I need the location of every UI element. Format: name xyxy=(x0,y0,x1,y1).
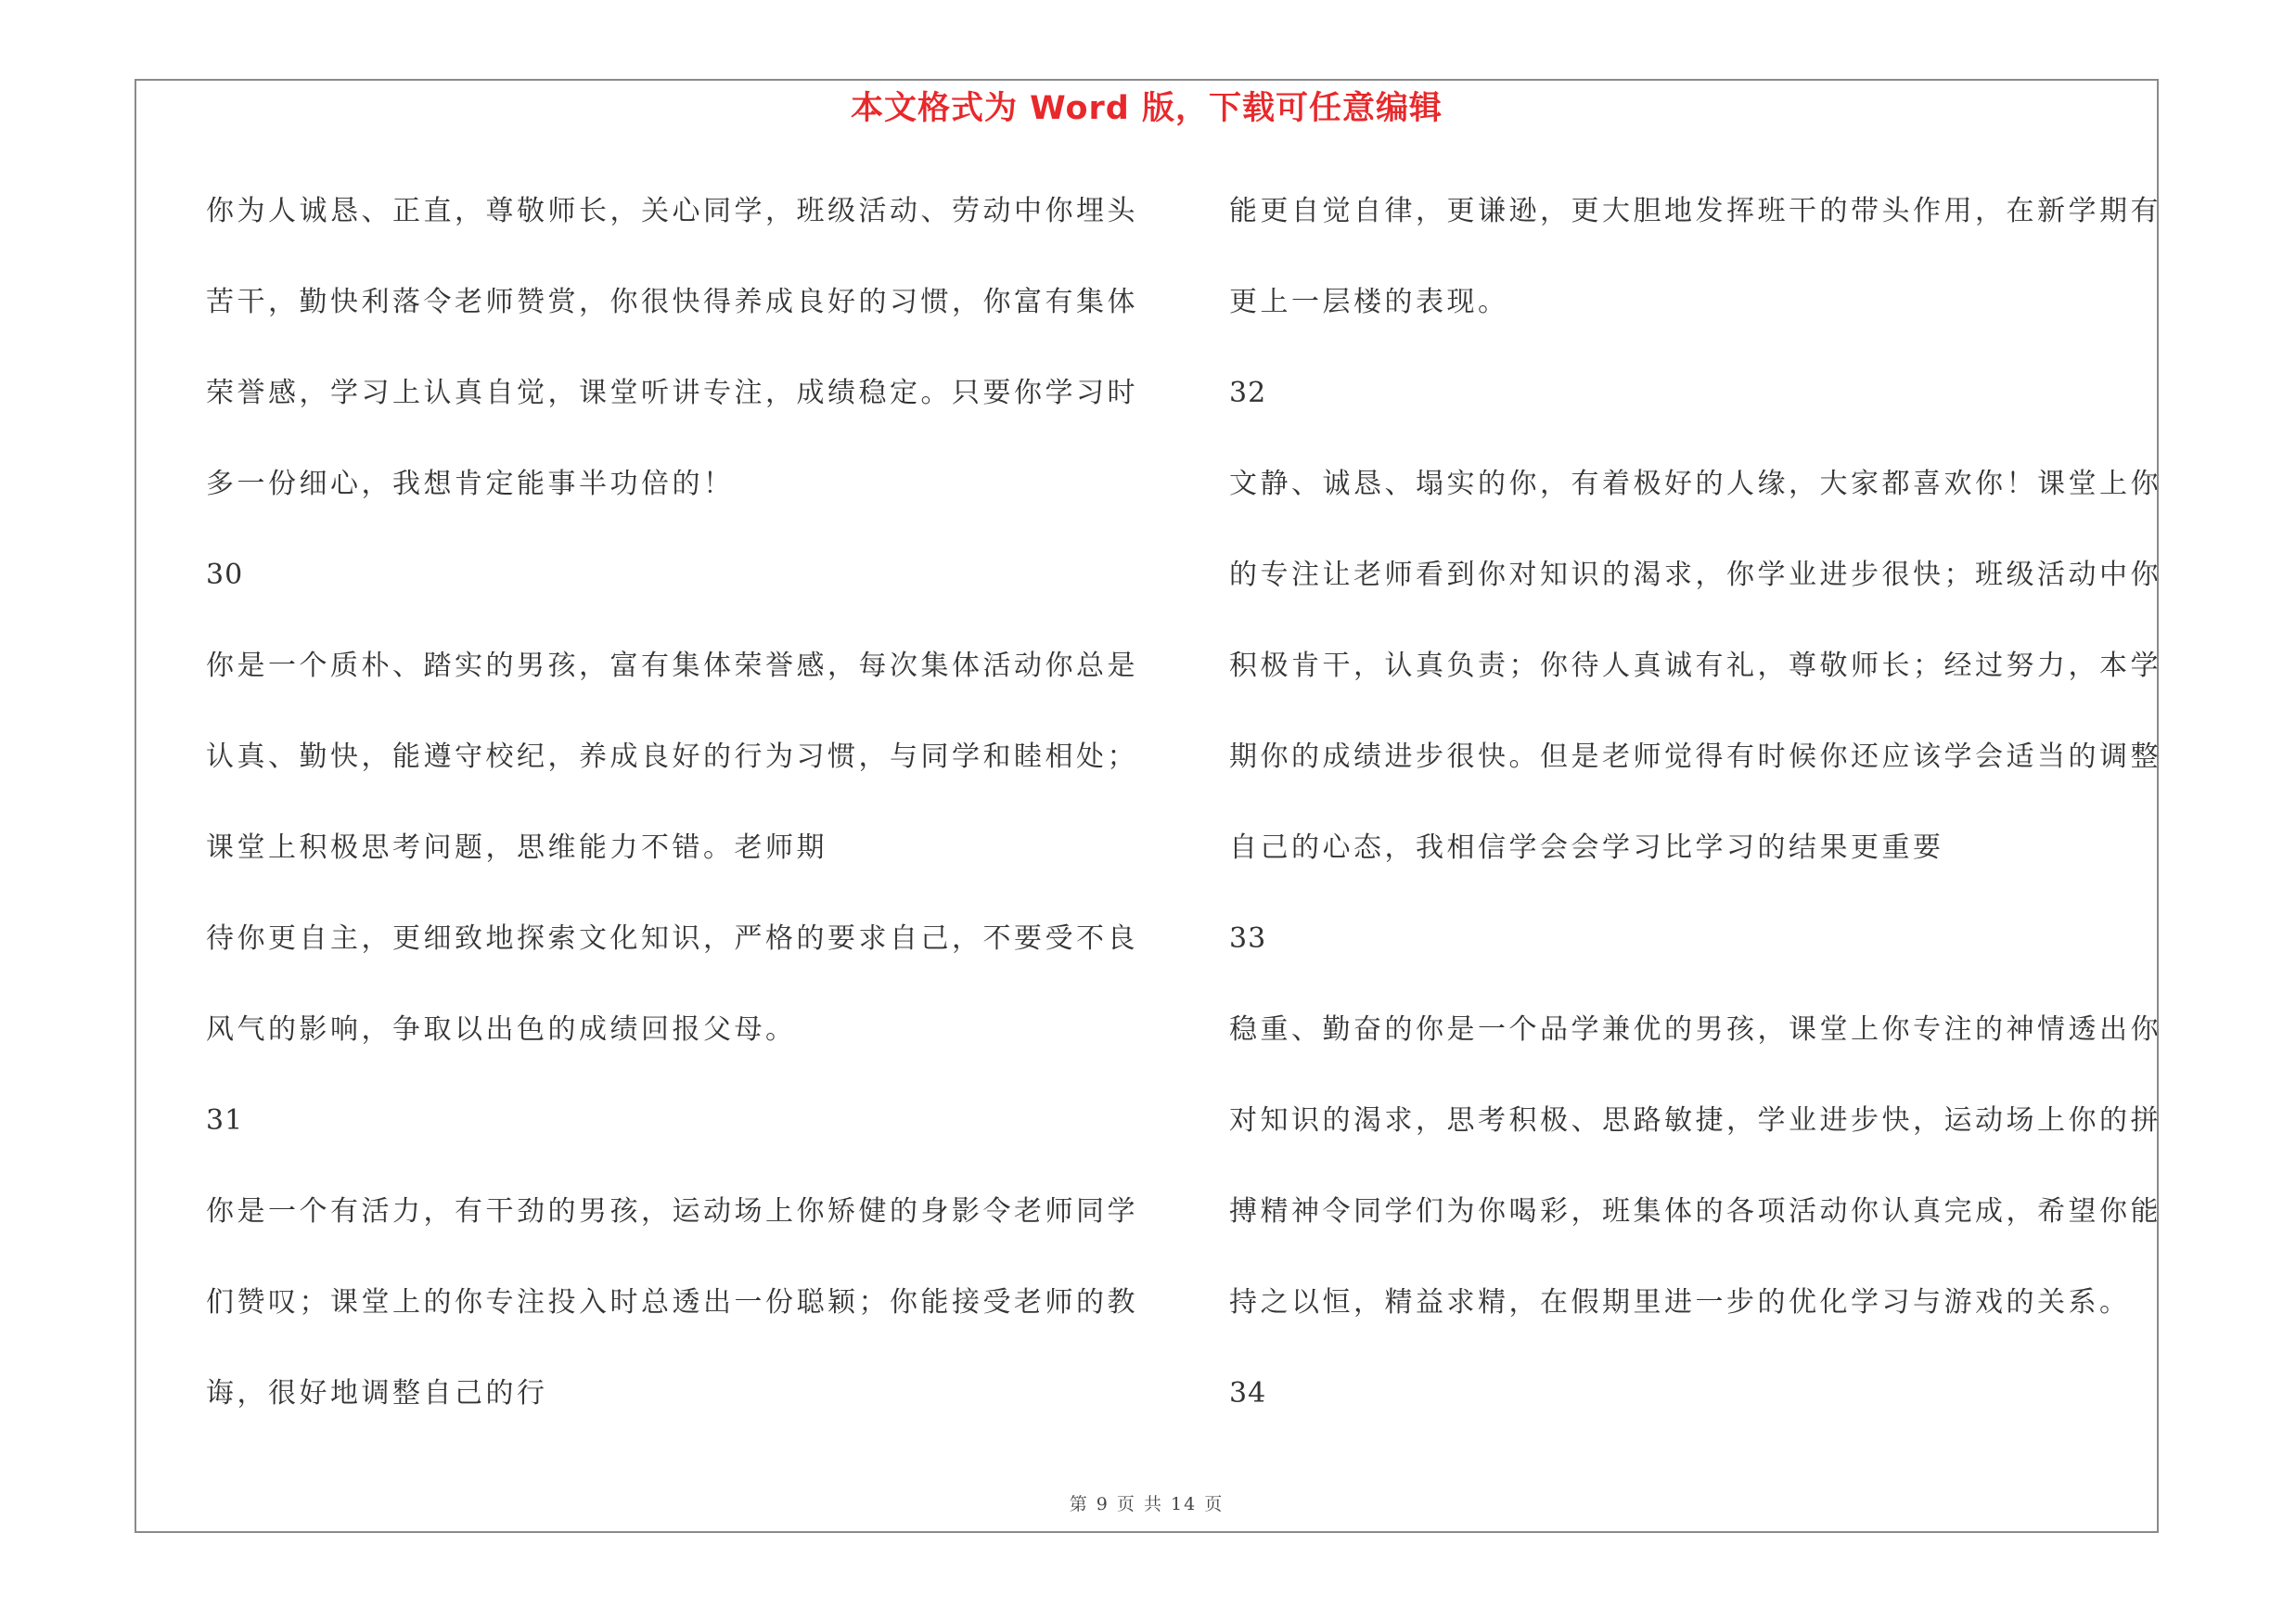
text-line: 风气的影响，争取以出色的成绩回报父母。 xyxy=(206,1013,797,1046)
text-line: 的专注让老师看到你对知识的渴求，你学业进步很快；班级活动中你 xyxy=(1229,559,2161,591)
text-line: 你是一个质朴、踏实的男孩，富有集体荣誉感，每次集体活动你总是 xyxy=(206,650,1138,682)
text-line: 自己的心态，我相信学会会学习比学习的结果更重要 xyxy=(1229,831,1944,864)
text-line: 待你更自主，更细致地探索文化知识，严格的要求自己，不要受不良 xyxy=(206,922,1138,955)
text-line: 积极肯干，认真负责；你待人真诚有礼，尊敬师长；经过努力，本学 xyxy=(1229,650,2161,682)
right-column xyxy=(1229,184,2161,1457)
page-number-footer: 第 9 页 共 14 页 xyxy=(1069,1494,1225,1514)
text-line: 期你的成绩进步很快。但是老师觉得有时候你还应该学会适当的调整 xyxy=(1229,741,2161,773)
format-notice-banner: 本文格式为 Word 版，下载可任意编辑 xyxy=(850,90,1443,127)
entry-number: 34 xyxy=(1229,1377,1267,1410)
text-line: 课堂上积极思考问题，思维能力不错。老师期 xyxy=(206,831,827,864)
entry-number: 33 xyxy=(1229,922,1267,955)
text-line: 认真、勤快，能遵守校纪，养成良好的行为习惯，与同学和睦相处； xyxy=(206,741,1138,773)
entry-number: 30 xyxy=(206,559,244,591)
entry-number: 31 xyxy=(206,1104,244,1137)
left-column xyxy=(206,184,1138,1457)
text-line: 稳重、勤奋的你是一个品学兼优的男孩，课堂上你专注的神情透出你 xyxy=(1229,1013,2161,1046)
text-line: 们赞叹；课堂上的你专注投入时总透出一份聪颖；你能接受老师的教 xyxy=(206,1286,1138,1319)
text-line: 你是一个有活力，有干劲的男孩，运动场上你矫健的身影令老师同学 xyxy=(206,1195,1138,1228)
text-line: 文静、诚恳、塌实的你，有着极好的人缘，大家都喜欢你！课堂上你 xyxy=(1229,468,2161,500)
text-line: 持之以恒，精益求精，在假期里进一步的优化学习与游戏的关系。 xyxy=(1229,1286,2131,1319)
text-line: 荣誉感，学习上认真自觉，课堂听讲专注，成绩稳定。只要你学习时 xyxy=(206,377,1138,409)
text-line: 能更自觉自律，更谦逊，更大胆地发挥班干的带头作用，在新学期有 xyxy=(1229,195,2161,227)
text-line: 搏精神令同学们为你喝彩，班集体的各项活动你认真完成，希望你能 xyxy=(1229,1195,2161,1228)
text-line: 更上一层楼的表现。 xyxy=(1229,286,1509,318)
entry-number: 32 xyxy=(1229,377,1267,409)
text-line: 苦干，勤快利落令老师赞赏，你很快得养成良好的习惯，你富有集体 xyxy=(206,286,1138,318)
text-line: 诲，很好地调整自己的行 xyxy=(206,1377,548,1410)
text-line: 多一份细心，我想肯定能事半功倍的！ xyxy=(206,468,735,500)
text-line: 对知识的渴求，思考积极、思路敏捷，学业进步快，运动场上你的拼 xyxy=(1229,1104,2161,1137)
text-line: 你为人诚恳、正直，尊敬师长，关心同学，班级活动、劳动中你埋头 xyxy=(206,195,1138,227)
